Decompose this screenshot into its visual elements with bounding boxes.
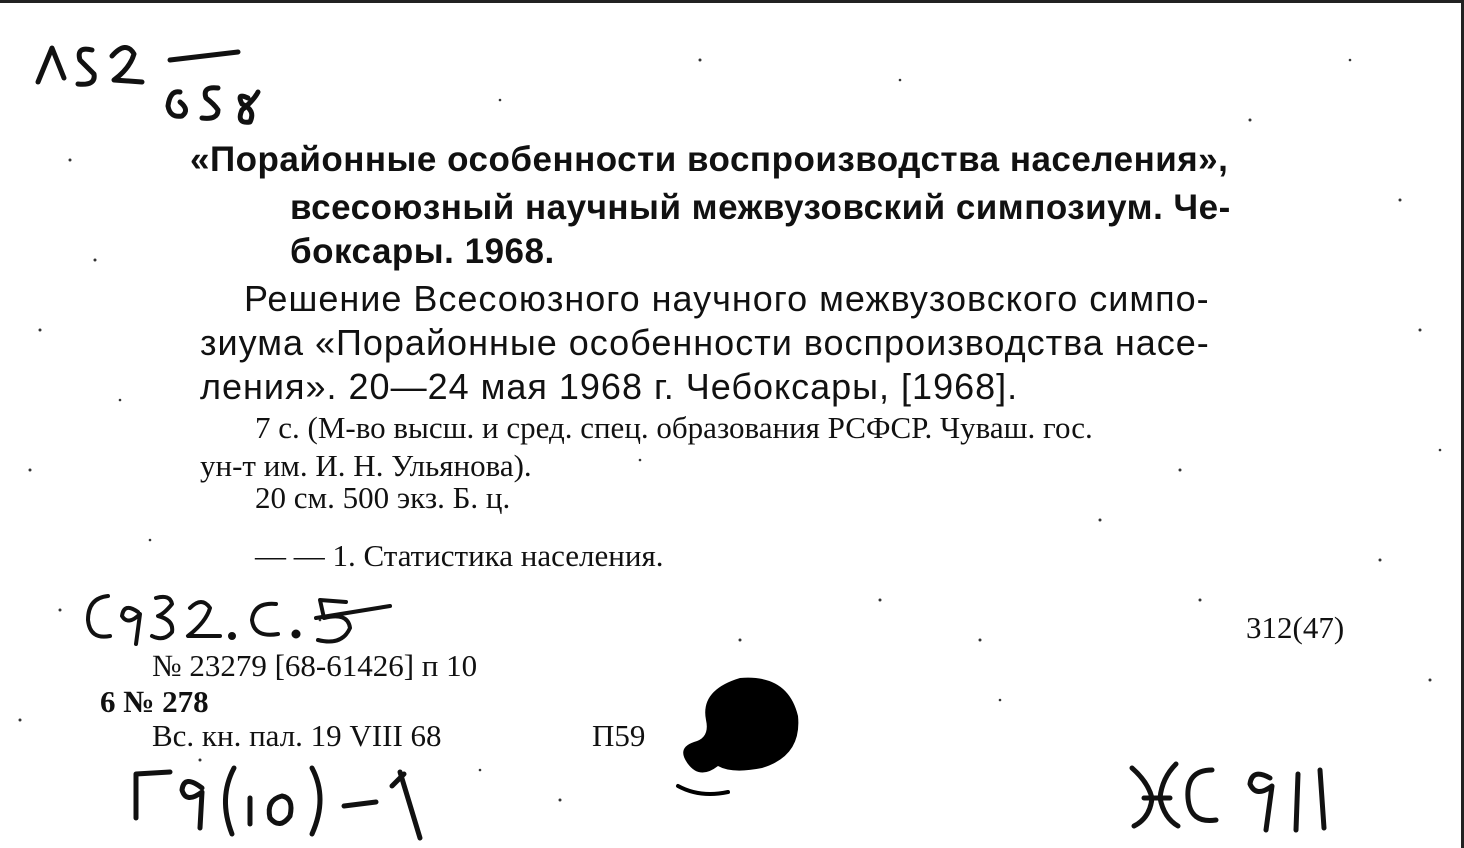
details-line-2: ун-т им. И. Н. Ульянова).	[200, 448, 532, 483]
ink-blot	[670, 668, 810, 803]
handwritten-shelfmark	[30, 30, 280, 130]
heading-line-3: боксары. 1968.	[290, 232, 555, 271]
details-line-1: 7 с. (М-во высш. и сред. спец. образования РСФСР. Чуваш. гос.	[255, 410, 1093, 445]
title-line-3: ления». 20—24 мая 1968 г. Чебоксары, [1968].	[200, 366, 1019, 407]
record-code: П59	[592, 718, 646, 753]
title-line-1: Решение Всесоюзного научного межвузовского симпо-	[244, 278, 1210, 319]
subject-heading: — — 1. Статистика населения.	[255, 538, 664, 573]
handwritten-mark	[1120, 748, 1360, 838]
record-line-3: Вс. кн. пал. 19 VIII 68	[152, 718, 442, 753]
record-line-1: № 23279 [68-61426] п 10	[152, 648, 478, 683]
title-line-2: зиума «Порайонные особенности воспроизводства насе-	[200, 322, 1210, 363]
handwritten-index	[120, 758, 450, 846]
handwritten-call-number	[80, 578, 420, 658]
heading-line-2: всесоюзный научный межвузовский симпозиум. Че-	[290, 188, 1231, 227]
heading-line-1: «Порайонные особенности воспроизводства населения»,	[190, 140, 1229, 179]
details-line-3: 20 см. 500 экз. Б. ц.	[255, 480, 511, 515]
record-line-2: 6 № 278	[100, 684, 209, 719]
classification-number: 312(47)	[1246, 610, 1345, 645]
